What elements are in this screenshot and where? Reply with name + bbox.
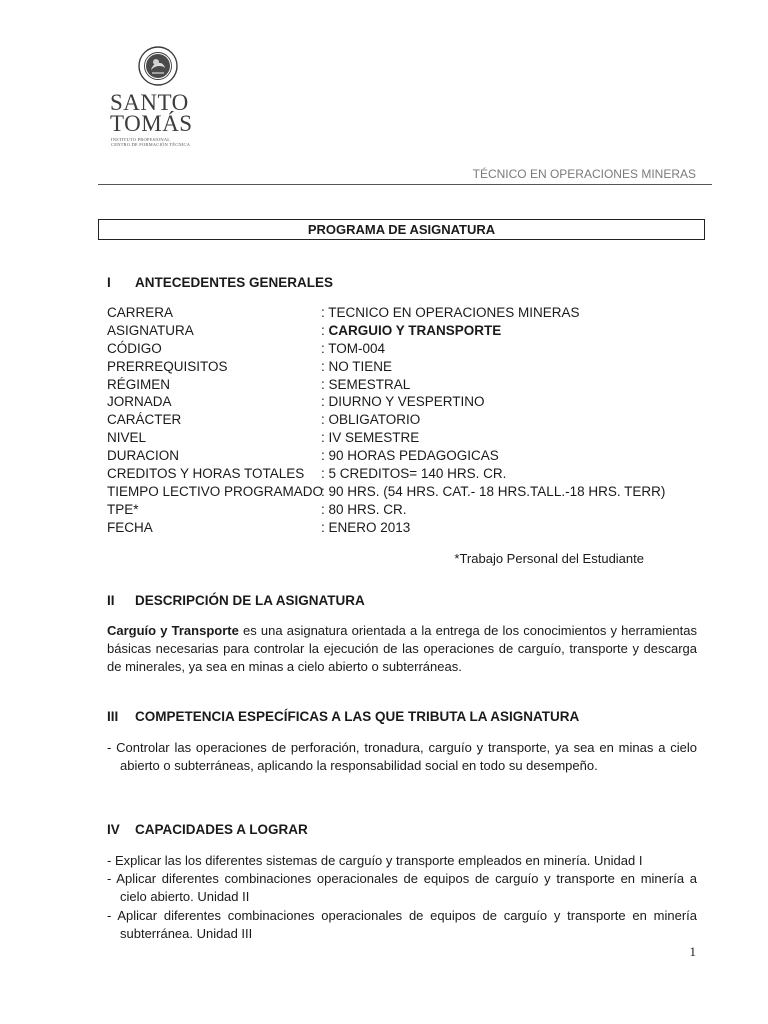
info-label: NIVEL — [107, 430, 147, 445]
section-3-heading — [107, 709, 579, 724]
header-divider — [98, 184, 712, 185]
logo-subtitle-1: INSTITUTO PROFESIONAL — [111, 137, 171, 142]
section-1-heading — [107, 275, 333, 290]
info-label: CARRERA — [107, 305, 174, 320]
info-value: : 80 HRS. CR. — [321, 502, 407, 517]
logo-line-1: SANTO — [110, 90, 189, 115]
info-label: CREDITOS Y HORAS TOTALES — [107, 466, 305, 481]
info-row-caracter — [107, 411, 420, 429]
info-value: : DIURNO Y VESPERTINO — [321, 394, 485, 409]
info-row-nivel — [107, 429, 419, 447]
capacity-item: - Explicar las los diferentes sistemas de carguío y transporte empleados en minería. Unidad I — [107, 853, 643, 868]
header-program-name: TÉCNICO EN OPERACIONES MINERAS — [472, 167, 696, 181]
info-label: CÓDIGO — [107, 341, 162, 356]
info-value: : NO TIENE — [321, 359, 393, 374]
seal-icon — [138, 46, 178, 86]
info-row-tpe — [107, 501, 407, 519]
info-value: : TECNICO EN OPERACIONES MINERAS — [321, 305, 580, 320]
info-row-prerrequisitos — [107, 358, 392, 376]
description-lead: Carguío y Transporte — [107, 623, 239, 638]
info-value: : 5 CREDITOS= 140 HRS. CR. — [321, 466, 507, 481]
info-value-bold: CARGUIO Y TRANSPORTE — [328, 323, 502, 338]
section-2-title: DESCRIPCIÓN DE LA ASIGNATURA — [135, 593, 365, 608]
info-row-jornada — [107, 393, 485, 411]
info-label: TPE* — [107, 502, 139, 517]
section-1-title: ANTECEDENTES GENERALES — [135, 275, 334, 290]
section-2-heading — [107, 593, 365, 608]
info-row-regimen — [107, 376, 410, 394]
section-3-number: III — [107, 709, 119, 724]
info-label: ASIGNATURA — [107, 323, 194, 338]
info-label: DURACION — [107, 448, 180, 463]
info-label: FECHA — [107, 520, 153, 535]
info-value: : IV SEMESTRE — [321, 430, 420, 445]
info-value: : 90 HORAS PEDAGOGICAS — [321, 448, 499, 463]
competency-item: - Controlar las operaciones de perforación, tronadura, carguío y transporte, ya sea en minas a cielo abierto o subterráneas, aplicando la responsabilidad social en todo su desempeño. — [107, 740, 697, 773]
info-label: CARÁCTER — [107, 412, 182, 427]
institution-logo — [108, 46, 208, 147]
info-row-carrera — [107, 304, 580, 322]
info-value: : SEMESTRAL — [321, 377, 411, 392]
section-4-heading — [107, 822, 308, 837]
document-title: PROGRAMA DE ASIGNATURA — [98, 219, 705, 240]
info-colon: : — [321, 323, 329, 338]
info-row-duracion — [107, 447, 499, 465]
footnote-tpe: *Trabajo Personal del Estudiante — [454, 551, 644, 566]
description-text: es una asignatura orientada a la entrega de los conocimientos y herramientas básicas necesarias para controlar la ejecución de las operaciones de carguío, transporte y descarga de minerales, ya sea en minas a cielo abierto o subterráneas. — [107, 623, 698, 674]
section-3-title: COMPETENCIA ESPECÍFICAS A LAS QUE TRIBUTA LA ASIGNATURA — [135, 709, 580, 724]
info-row-tiempo-lectivo — [107, 483, 665, 501]
info-value: : TOM-004 — [321, 341, 386, 356]
section-4-number: IV — [107, 822, 120, 837]
page-number: 1 — [689, 944, 696, 959]
section-1-number: I — [107, 275, 111, 290]
info-row-creditos — [107, 465, 506, 483]
info-row-asignatura — [107, 322, 501, 340]
capacity-item: - Aplicar diferentes combinaciones operacionales de equipos de carguío y transporte en minería a cielo abierto. Unidad II — [107, 871, 697, 904]
info-label: TIEMPO LECTIVO PROGRAMADO — [107, 484, 324, 499]
info-value: : OBLIGATORIO — [321, 412, 421, 427]
logo-line-2: TOMÁS — [110, 111, 193, 136]
info-label: JORNADA — [107, 394, 172, 409]
section-2-number: II — [107, 593, 115, 608]
info-row-codigo — [107, 340, 385, 358]
logo-subtitle-2: CENTRO DE FORMACIÓN TÉCNICA — [111, 142, 191, 147]
info-value: : 90 HRS. (54 HRS. CAT.- 18 HRS.TALL.-18 HRS. TERR) — [321, 484, 666, 499]
info-value: : ENERO 2013 — [321, 520, 411, 535]
info-label: PRERREQUISITOS — [107, 359, 228, 374]
info-row-fecha — [107, 519, 410, 537]
capacity-item: - Aplicar diferentes combinaciones operacionales de equipos de carguío y transporte en minería subterránea. Unidad III — [107, 908, 697, 941]
section-2-description — [107, 622, 697, 676]
info-label: RÉGIMEN — [107, 377, 171, 392]
section-4-title: CAPACIDADES A LOGRAR — [135, 822, 308, 837]
